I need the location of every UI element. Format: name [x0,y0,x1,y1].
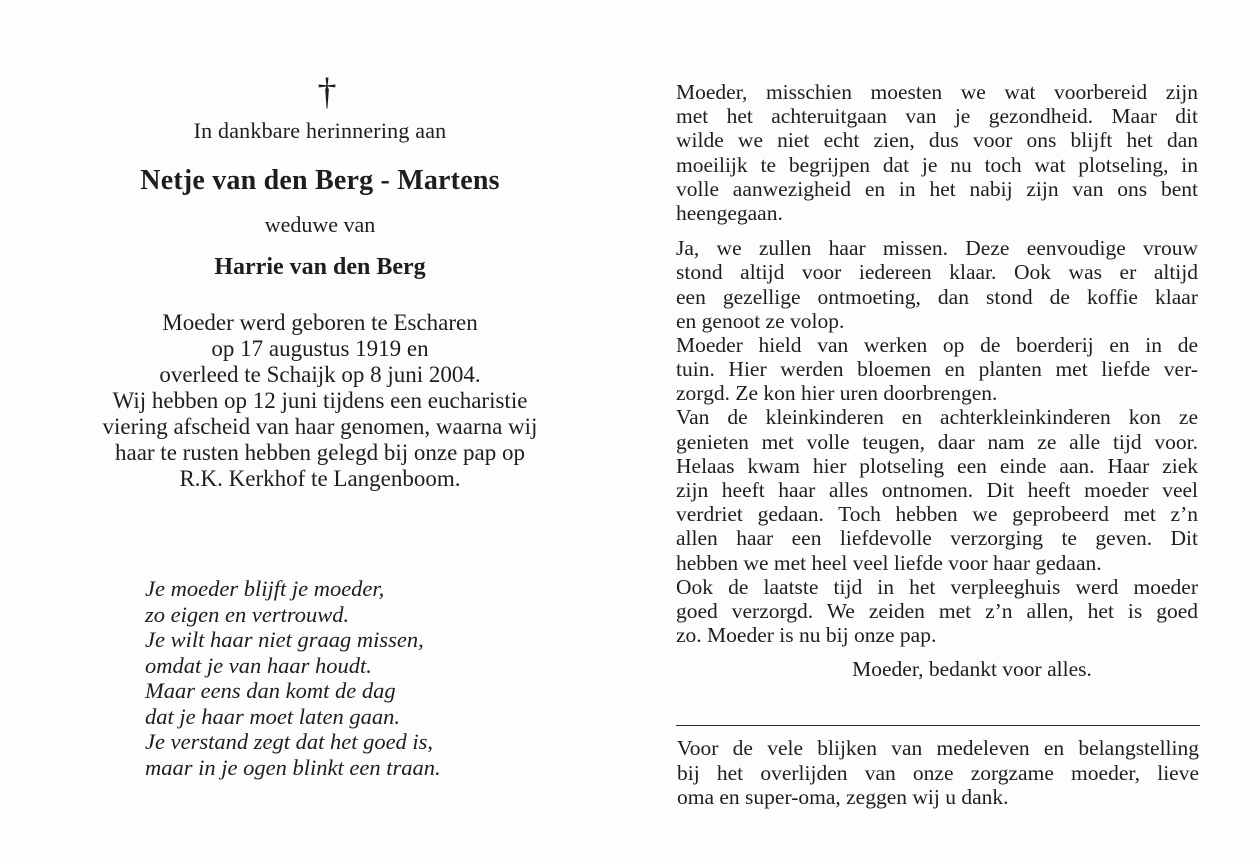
bio-line: overleed te Schaijk op 8 juni 2004. [159,362,481,387]
text-line: oma en super-oma, zeggen wij u dank. [677,785,1009,809]
text-line: met het achteruitgaan van je gezondheid. Maar dit [676,104,1198,129]
intro-text: In dankbare herinnering aan [193,118,447,143]
text-line: genieten met volle teugen, daar nam ze alle tijd voor. [676,429,1198,454]
text-line: Helaas kwam hier plotseling een einde aan. Haar ziek [676,453,1198,478]
text-line: Moeder hield van werken op de boerderij en in de [676,332,1198,357]
acknowledgement [677,736,1199,810]
text-line: wilde we niet echt zien, dus voor ons blijft het dan [676,128,1198,153]
deceased-name: Netje van den Berg - Martens [140,165,500,196]
text-line: Ook de laatste tijd in het verpleeghuis werd moeder [676,574,1198,599]
text-line: Voor de vele blijken van medeleven en belangstelling [677,736,1199,760]
bio-line: Wij hebben op 12 juni tijdens een eucharistie [112,388,528,413]
bio-line: haar te rusten hebben gelegd bij onze pap op [114,440,525,465]
divider [676,725,1200,726]
spouse-name: Harrie van den Berg [214,254,426,280]
text-line: en genoot ze volop. [676,308,845,333]
paragraph-1 [676,80,1198,225]
poem-line: Maar eens dan komt de dag [145,678,396,703]
poem-line: maar in je ogen blinkt een traan. [145,754,441,780]
text-line: zorgd. Ze kon hier uren doorbrengen. [676,381,998,406]
text-line: Moeder, misschien moesten we wat voorbereid zijn [676,80,1198,104]
biography [40,310,600,492]
text-line: tuin. Hier werden bloemen en planten met liefde ver- [676,357,1198,382]
thanks-line: Moeder, bedankt voor alles. [852,657,1092,682]
widow-label: weduwe van [264,212,376,237]
left-panel [40,72,600,492]
text-line: volle aanwezigheid en in het nabij zijn van ons bent [676,176,1198,201]
cross-icon: † [317,71,337,113]
bio-line: op 17 augustus 1919 en [211,336,429,361]
text-line: allen haar een liefdevolle verzorging te geven. Dit [676,526,1198,551]
bio-line: viering afscheid van haar genomen, waarna wij [102,414,538,439]
poem-line: Je moeder blijft je moeder, [145,576,385,601]
paragraph-2 [676,236,1198,647]
poem-line: Je verstand zegt dat het goed is, [145,729,434,754]
bio-line: R.K. Kerkhof te Langenboom. [179,466,461,491]
text-line: zijn heeft haar alles ontnomen. Dit heeft moeder veel [676,478,1198,502]
text-line: Ja, we zullen haar missen. Deze eenvoudige vrouw [676,236,1198,261]
text-line: stond altijd voor iedereen klaar. Ook was er altijd [676,260,1198,285]
text-line: moeilijk te begrijpen dat je nu toch wat plotseling, in [676,152,1198,177]
right-panel [676,80,1198,681]
text-line: bij het overlijden van onze zorgzame moeder, lieve [677,760,1199,785]
text-line: een gezellige ontmoeting, dan stond de koffie klaar [676,284,1198,309]
poem-line: dat je haar moet laten gaan. [145,703,400,729]
poem-line: omdat je van haar houdt. [145,652,372,678]
text-line: zo. Moeder is nu bij onze pap. [676,623,937,648]
poem [145,576,441,780]
text-line: hebben we met heel veel liefde voor haar gedaan. [676,550,1102,575]
poem-line: zo eigen en vertrouwd. [145,601,350,627]
bio-line: Moeder werd geboren te Escharen [162,310,478,335]
text-line: goed verzorgd. We zeiden met z’n allen, het is goed [676,598,1198,623]
text-line: heengegaan. [676,200,783,225]
text-line: verdriet gedaan. Toch hebben we geprobeerd met z’n [676,502,1198,527]
poem-line: Je wilt haar niet graag missen, [145,627,424,652]
text-line: Van de kleinkinderen en achterkleinkinderen kon ze [676,405,1198,430]
